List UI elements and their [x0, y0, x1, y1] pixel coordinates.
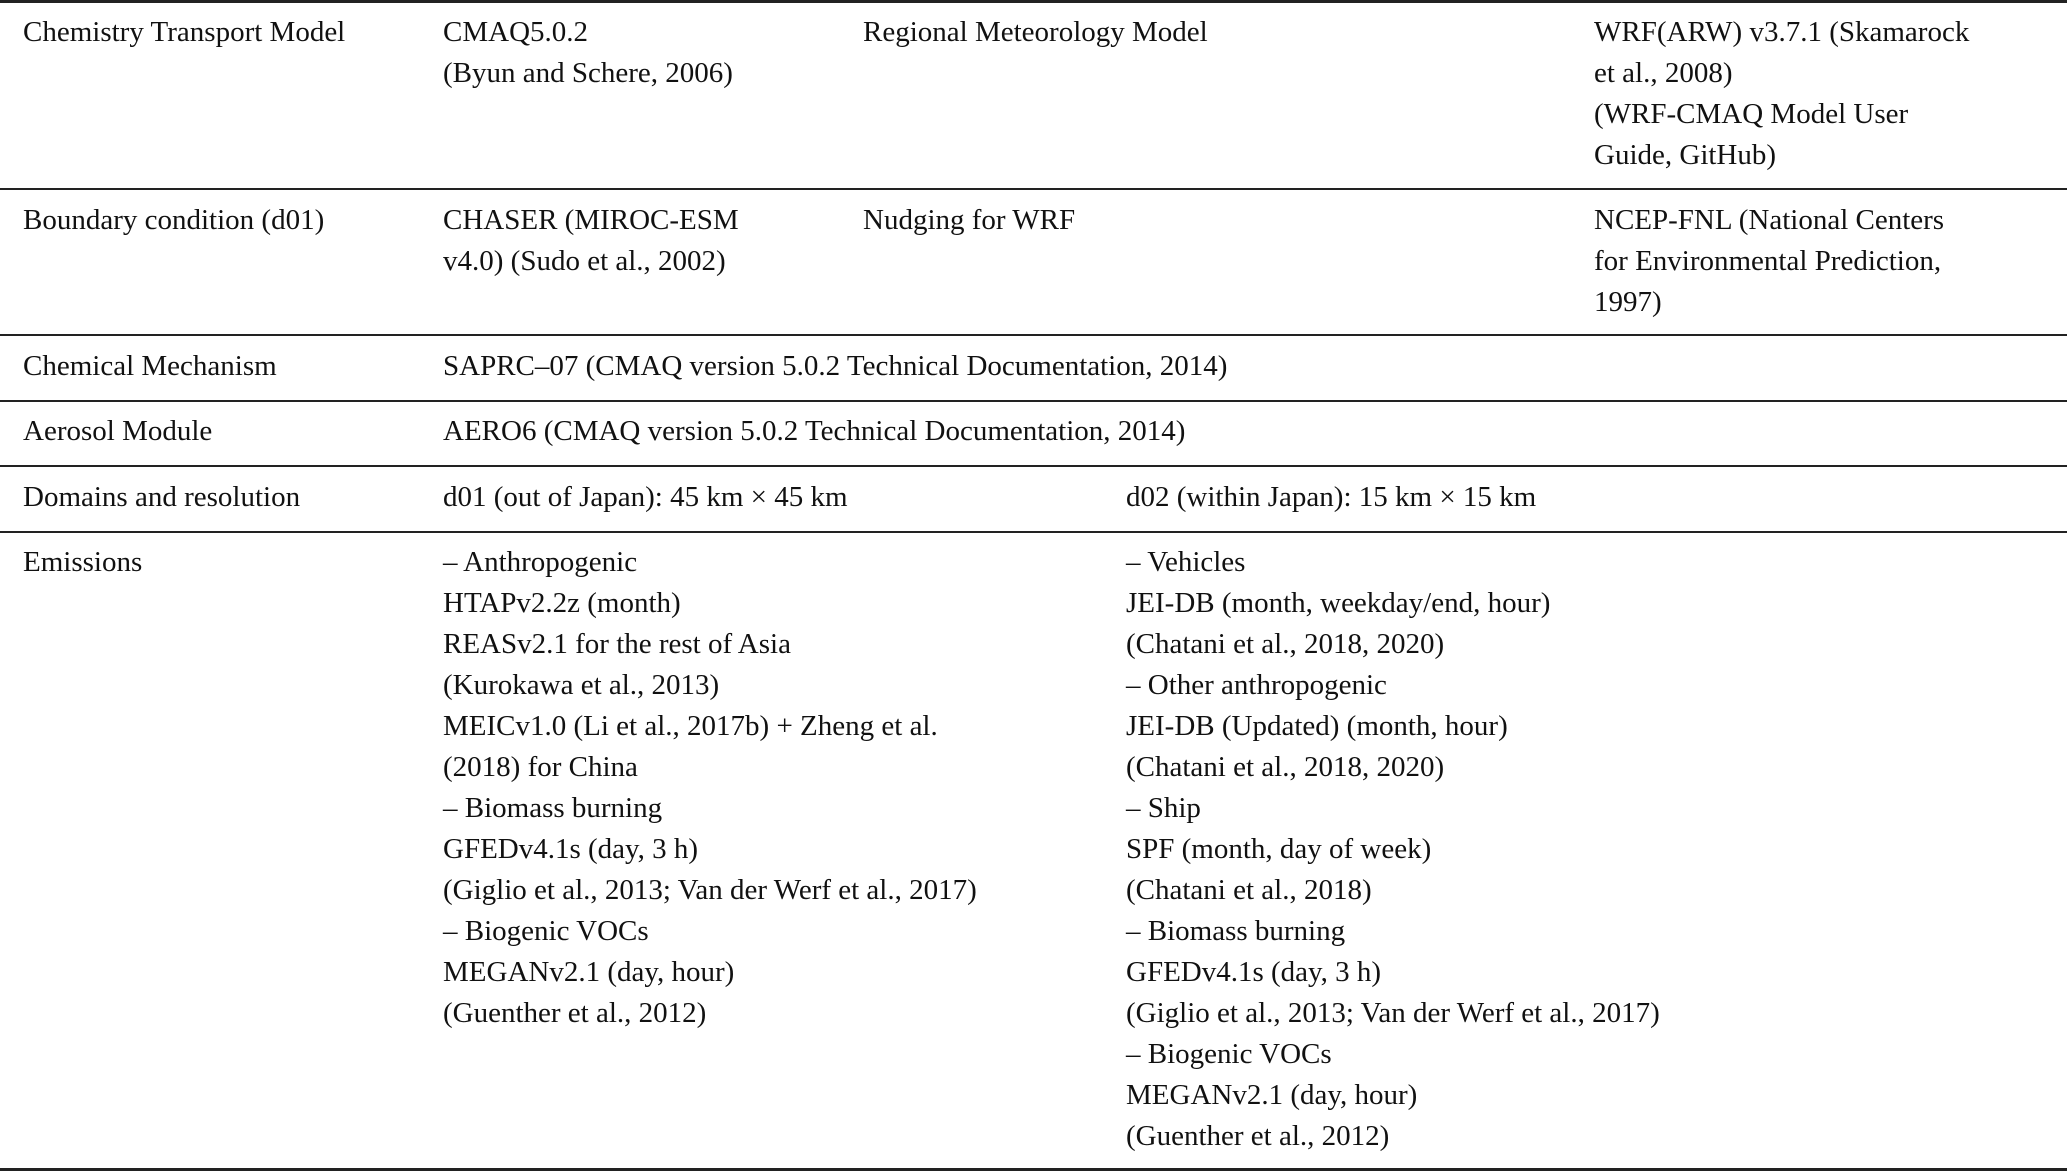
row-value: AERO6 (CMAQ version 5.0.2 Technical Documentation, 2014): [443, 415, 1186, 447]
emission-line: MEGANv2.1 (day, hour): [1126, 1079, 1418, 1111]
row-label: Emissions: [23, 546, 143, 578]
emission-line: JEI-DB (Updated) (month, hour): [1126, 710, 1508, 742]
row-label: Domains and resolution: [23, 481, 301, 513]
emission-line: (Giglio et al., 2013; Van der Werf et al., 2017): [443, 874, 977, 906]
value-line: Guide, GitHub): [1594, 139, 1777, 171]
emission-line: GFEDv4.1s (day, 3 h): [1126, 956, 1382, 988]
value-line: NCEP-FNL (National Centers: [1594, 204, 1945, 236]
value-line: CHASER (MIROC-ESM: [443, 204, 739, 236]
emission-line: – Biomass burning: [1126, 915, 1346, 947]
row-sub-value: [1594, 12, 1969, 176]
emission-line: – Biogenic VOCs: [1126, 1038, 1332, 1070]
emission-line: JEI-DB (month, weekday/end, hour): [1126, 587, 1551, 619]
emission-line: (Chatani et al., 2018): [1126, 874, 1372, 906]
emission-line: (Chatani et al., 2018, 2020): [1126, 628, 1445, 660]
value-line: WRF(ARW) v3.7.1 (Skamarock: [1594, 16, 1970, 48]
emission-line: (2018) for China: [443, 751, 638, 783]
emission-line: (Guenther et al., 2012): [1126, 1120, 1390, 1152]
emission-line: (Giglio et al., 2013; Van der Werf et al., 2017): [1126, 997, 1660, 1029]
emissions-d02: [1126, 542, 1660, 1157]
row-label: Chemistry Transport Model: [23, 16, 346, 48]
emission-line: – Other anthropogenic: [1126, 669, 1387, 701]
row-value: SAPRC–07 (CMAQ version 5.0.2 Technical Documentation, 2014): [443, 350, 1228, 382]
emission-line: GFEDv4.1s (day, 3 h): [443, 833, 699, 865]
emission-line: MEICv1.0 (Li et al., 2017b) + Zheng et al.: [443, 710, 938, 742]
row-divider: [0, 531, 2067, 533]
table-top-rule: [0, 0, 2067, 3]
domain-d02: d02 (within Japan): 15 km × 15 km: [1126, 481, 1537, 513]
value-line: for Environmental Prediction,: [1594, 245, 1942, 277]
emission-line: – Biogenic VOCs: [443, 915, 649, 947]
row-sub-label: Nudging for WRF: [863, 204, 1076, 236]
table-bottom-rule: [0, 1168, 2067, 1171]
emission-line: – Ship: [1126, 792, 1201, 824]
emission-line: (Guenther et al., 2012): [443, 997, 707, 1029]
row-sub-value: [1594, 200, 1944, 323]
value-line: 1997): [1594, 286, 1662, 318]
value-line: (Byun and Schere, 2006): [443, 57, 733, 89]
row-value: [443, 12, 733, 94]
emission-line: (Chatani et al., 2018, 2020): [1126, 751, 1445, 783]
row-label: Boundary condition (d01): [23, 204, 325, 236]
value-line: et al., 2008): [1594, 57, 1733, 89]
row-label: Aerosol Module: [23, 415, 213, 447]
emission-line: REASv2.1 for the rest of Asia: [443, 628, 791, 660]
domain-d01: d01 (out of Japan): 45 km × 45 km: [443, 481, 848, 513]
row-sub-label: Regional Meteorology Model: [863, 16, 1208, 48]
emission-line: HTAPv2.2z (month): [443, 587, 681, 619]
value-line: CMAQ5.0.2: [443, 16, 589, 48]
emission-line: – Anthropogenic: [443, 546, 638, 578]
row-divider: [0, 188, 2067, 190]
emission-line: – Vehicles: [1126, 546, 1246, 578]
value-line: v4.0) (Sudo et al., 2002): [443, 245, 726, 277]
row-label: Chemical Mechanism: [23, 350, 277, 382]
value-line: (WRF-CMAQ Model User: [1594, 98, 1909, 130]
emission-line: (Kurokawa et al., 2013): [443, 669, 720, 701]
emission-line: SPF (month, day of week): [1126, 833, 1432, 865]
row-divider: [0, 400, 2067, 402]
row-divider: [0, 334, 2067, 336]
emission-line: – Biomass burning: [443, 792, 663, 824]
emission-line: MEGANv2.1 (day, hour): [443, 956, 735, 988]
row-value: [443, 200, 739, 282]
emissions-d01: [443, 542, 977, 1034]
row-divider: [0, 465, 2067, 467]
